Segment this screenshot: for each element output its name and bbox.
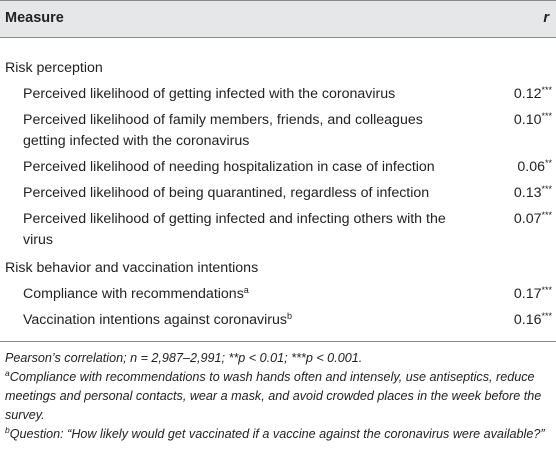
r-column-header: r — [543, 10, 549, 26]
row-value: 0.13*** — [513, 184, 552, 201]
row-label: Perceived likelihood of getting infected and infecting others with the virus — [23, 211, 446, 248]
row-value: 0.16*** — [513, 311, 552, 328]
row-value: 0.17*** — [513, 285, 552, 302]
row-value: 0.12*** — [513, 85, 552, 102]
footnote-statistics: Pearson’s correlation; n = 2,987–2,991; **p < 0.01; ***p < 0.001. — [5, 351, 363, 365]
row-value: 0.07*** — [513, 210, 552, 227]
table-footnotes — [5, 349, 553, 444]
row-label: Perceived likelihood of family members, friends, and colleagues getting infected with the coronavirus — [23, 112, 423, 149]
footnote-b: $^b$Question: “How likely would get vaccinated if a vaccine against the coronavirus were available?” — [5, 425, 545, 441]
section-title-risk-behavior: Risk behavior and vaccination intentions — [5, 260, 259, 276]
row-label: Vaccination intentions against coronavirus$^b$ — [23, 311, 292, 328]
table-bottom-rule — [0, 341, 556, 342]
row-label: Perceived likelihood of being quarantined, regardless of infection — [23, 185, 430, 201]
table-header — [0, 0, 556, 38]
row-label: Perceived likelihood of getting infected with the coronavirus — [23, 86, 396, 102]
section-title-risk-perception: Risk perception — [5, 60, 103, 76]
row-label: Perceived likelihood of needing hospitalization in case of infection — [23, 159, 435, 175]
row-label: Compliance with recommendations$^a$ — [23, 285, 249, 302]
measure-column-header: Measure — [5, 10, 64, 26]
footnote-a: $^a$Compliance with recommendations to wash hands often and intensely, use antiseptics, reduce meetings and personal contacts, wear a mask, and avoid crowded places in the week before the survey. — [5, 368, 542, 422]
row-value: 0.06** — [517, 158, 552, 175]
row-value: 0.10*** — [513, 111, 552, 128]
